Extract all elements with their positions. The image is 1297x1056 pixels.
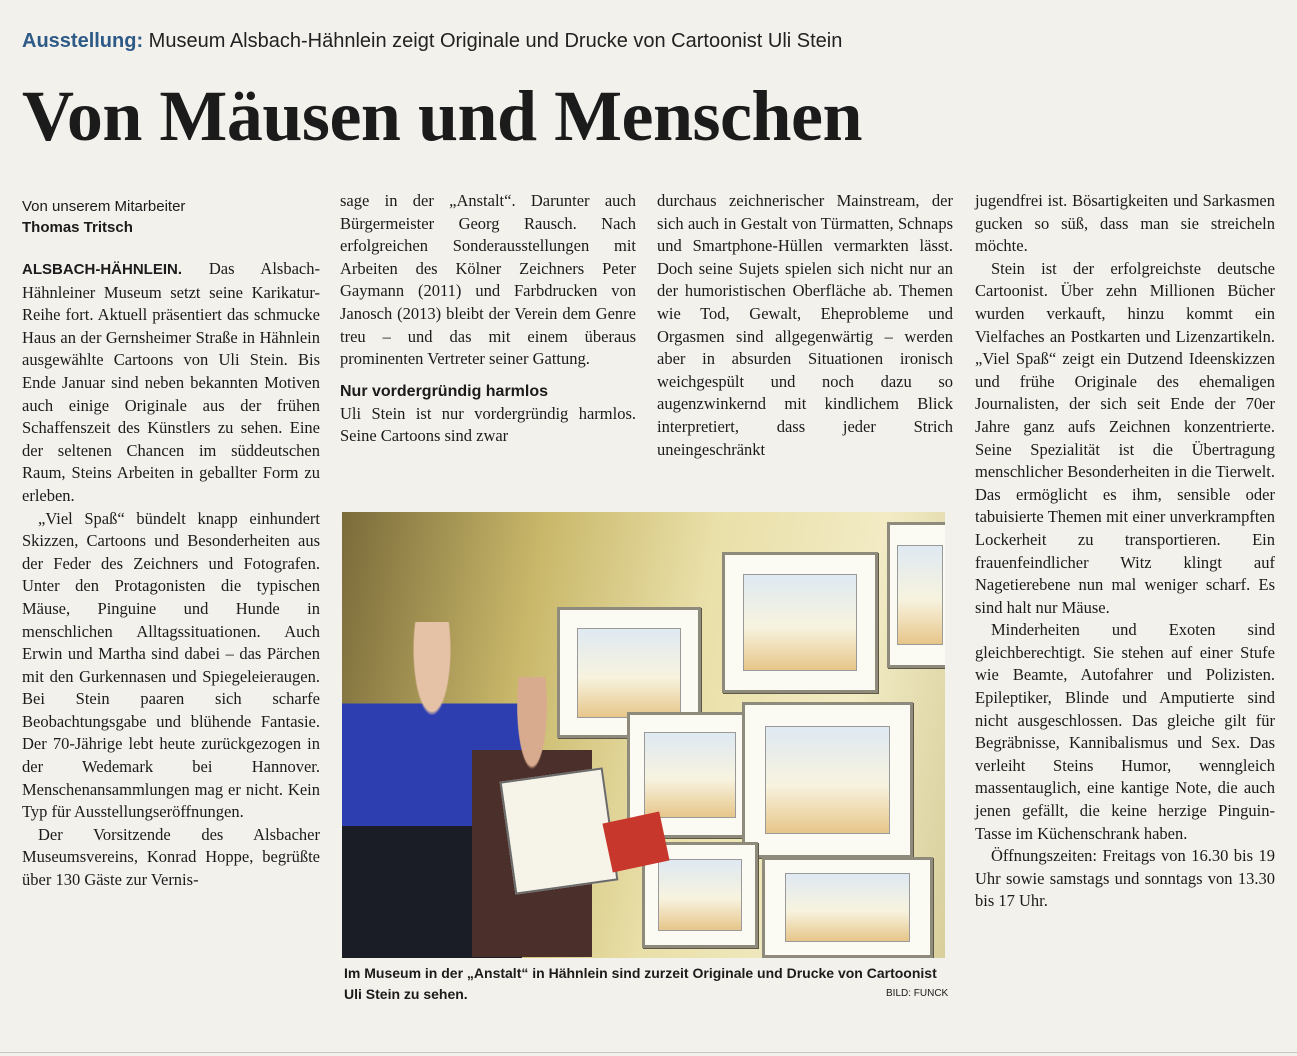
paragraph [22, 258, 320, 508]
paragraph: sage in der „Anstalt“. Darunter auch Bürgermeister Georg Rausch. Nach erfolgreichen Sonderausstellungen mit Arbeiten des Kölner Zeichners Peter Gaymann (2011) und Farbdrucken von Janosch (2013) bleibt der Verein dem Genre treu – und das mit einem überaus prominenten Vertreter seiner Gattung. [340, 191, 636, 369]
paragraph: Uli Stein ist nur vordergründig harmlos. Seine Cartoons sind zwar [340, 403, 636, 446]
kicker-text: Museum Alsbach-Hähnlein zeigt Originale und Drucke von Cartoonist Uli Stein [143, 30, 843, 52]
paragraph: Stein ist der erfolgreichste deutsche Cartoonist. Über zehn Millionen Bücher wurden verkauft, hinzu kommt ein Vielfaches an Postkarten und Lizenzartikeln. „Viel Spaß“ zeigt ein Dutzend Ideenskizzen und frühe Originale des ehemaligen Journalisten, der sich seit Ende der 70er Jahre ganz aufs Zeichnen konzentrierte. Seine Spezialität ist die Übertragung menschlicher Besonderheiten in die Tierwelt. Das ermöglicht es ihm, sensible oder tabuisierte Themen mit einer unverkrampften Lockerheit zu transportieren. Ein frauenfeindlicher Witz klingt auf Nagetierebene nun mal weniger scharf. Es sind halt nur Mäuse. [975, 258, 1275, 617]
paragraph: Minderheiten und Exoten sind gleichberechtigt. Sie stehen auf einer Stufe wie Beamte, Autofahrer und Polizisten. Epileptiker, Blinde und Amputierte sind nicht ausgeschlossen. Das gleiche gilt für Begräbnisse, Kannibalismus und Sex. Das verleiht Steins Humor, wenngleich massentauglich, eine kantige Note, die auch jenen gefällt, die keine herzige Pinguin-Tasse im Küchenschrank haben. [975, 620, 1275, 843]
article-column-1 [22, 258, 320, 892]
article-column-2 [340, 190, 636, 448]
paragraph: „Viel Spaß“ bündelt knapp einhundert Skizzen, Cartoons und Besonderheiten aus der Feder des Zeichners und Fotografen. Unter den Protagonisten die typischen Mäuse, Pinguine und Hunde in menschlichen Alltagssituationen. Auch Erwin und Martha sind dabei – das Pärchen mit den Gurkennasen und Spiegeleieraugen. Bei Stein paaren sich scharfe Beobachtungsgabe und blühende Fantasie. Der 70-Jährige lebt heute zurückgezogen in der Wedemark bei Hannover. Menschenansammlungen mag er nicht. Kein Typ für Ausstellungseröffnungen. [22, 508, 320, 822]
headline: Von Mäusen und Menschen [22, 76, 863, 156]
photo-credit: BILD: FUNCK [886, 988, 949, 999]
paragraph: durchaus zeichnerischer Mainstream, der sich auch in Gestalt von Türmatten, Schnaps und Smartphone-Hüllen vermarkten lässt. Doch seine Sujets spielen sich nicht nur an der humoristischen Oberfläche ab. Themen wie Tod, Gewalt, Eheprobleme und Orgasmen sind allgegenwärtig – werden aber in absurden Situationen ironisch weichgespült und noch dazu so augenzwinkernd mit kindlichem Blick interpretiert, dass jeder Strich uneingeschränkt [657, 191, 953, 459]
paragraph: Der Vorsitzende des Alsbacher Museumsvereins, Konrad Hoppe, begrüßte über 130 Gäste zur Vernis- [22, 824, 320, 890]
photo-caption: Im Museum in der „Anstalt“ in Hähnlein sind zurzeit Originale und Drucke von Cartoonist Uli Stein zu sehen. [344, 965, 937, 1002]
paragraph-text: Das Alsbach-Hähnleiner Museum setzt seine Karikatur-Reihe fort. Aktuell präsentiert das schmucke Haus an der Gernsheimer Straße in Hähnlein ausgewählte Cartoons von Uli Stein. Bis Ende Januar sind neben bekannten Motiven auch einige Originale aus der frühen Schaffenszeit des Künstlers zu sehen. Eine der seltenen Chancen im süddeutschen Raum, Steins Arbeiten in geballter Form zu erleben. [22, 259, 320, 505]
article-column-3 [657, 190, 953, 461]
paragraph: jugendfrei ist. Bösartigkeiten und Sarkasmen gucken so süß, dass man sie streicheln möchte. [975, 191, 1275, 256]
byline [22, 196, 185, 238]
kicker-lead: Ausstellung: [22, 30, 144, 52]
subheading: Nur vordergründig harmlos [340, 382, 549, 400]
cartoon-frame [742, 702, 913, 858]
exhibition-photo [342, 512, 945, 958]
cartoon-frame [887, 522, 945, 668]
paragraph: Öffnungszeiten: Freitags von 16.30 bis 19 Uhr sowie samstags und sonntags von 13.30 bis 17 Uhr. [975, 846, 1275, 911]
dateline: ALSBACH-HÄHNLEIN. [22, 261, 182, 278]
byline-author: Thomas Tritsch [22, 219, 133, 236]
kicker [22, 30, 842, 53]
cartoon-frame [762, 857, 933, 958]
page-edge [0, 1052, 1297, 1053]
cartoon-book [500, 767, 619, 894]
cartoon-frame [722, 552, 878, 693]
byline-intro: Von unserem Mitarbeiter [22, 198, 186, 215]
article-column-4 [975, 190, 1275, 913]
